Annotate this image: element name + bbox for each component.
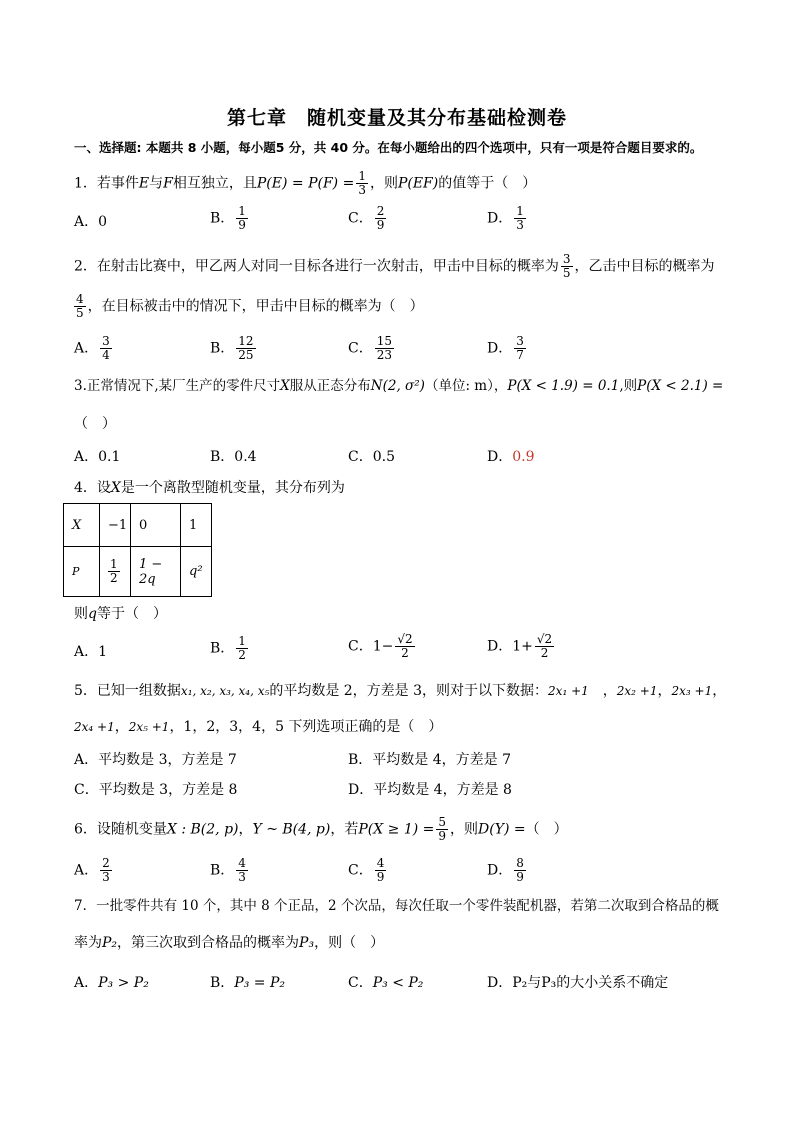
section-heading: 一、选择题: 本题共 8 小题，每小题5 分，共 40 分。在每小题给出的四个选项中，只有一项是符合题目要求的。 bbox=[74, 140, 703, 155]
q1-option-a: A．0 bbox=[74, 214, 108, 230]
question-3-line-2: （ ） bbox=[74, 416, 116, 432]
q7-option-d: D．P₂与P₃的大小关系不确定 bbox=[487, 975, 669, 991]
q1-text: 的值等于（ ） bbox=[438, 175, 537, 192]
q2-option-c: C． $\frac{15}{23}$ bbox=[348, 334, 392, 362]
q4-option-d: D．1+ $\frac{√2}{2}$ bbox=[487, 632, 553, 660]
q1-text: 相互独立，且 bbox=[172, 175, 257, 192]
q7-option-c: C．P₃ < P₂ bbox=[348, 975, 424, 991]
q1-var-f: F bbox=[163, 175, 173, 192]
q3-option-d: D．0.9 bbox=[487, 449, 535, 465]
question-7-line-2: 率为P₂，第三次取到合格品的概率为P₃，则（ ） bbox=[74, 935, 385, 951]
q1-text: 1．若事件 bbox=[74, 175, 139, 192]
q3-normal-dist: N(2, σ²) bbox=[370, 378, 425, 394]
q1-expr: P(EF) bbox=[397, 175, 439, 192]
q1-text: 与 bbox=[149, 175, 164, 192]
table-row: P $\frac{1}{2}$ 1 − 2q q² bbox=[64, 547, 212, 597]
table-row: X −1 0 1 bbox=[64, 504, 212, 547]
question-2: 2．在射击比赛中，甲乙两人对同一目标各进行一次射击，甲击中目标的概率为 $\frac{3}{5}$ ，乙击中目标的概率为 bbox=[74, 252, 715, 280]
q1-fraction: $\frac{1}{3}$ bbox=[358, 169, 366, 197]
q1-var-e: E bbox=[138, 175, 150, 192]
q6-option-c: C． $\frac{4}{9}$ bbox=[348, 856, 385, 884]
question-6: 6．设随机变量X : B(2, p)，Y ~ B(4, p)，若P(X ≥ 1) = $\frac{5}{9}$ ，则D(Y) =（ ） bbox=[74, 815, 568, 843]
q1-text: ，则 bbox=[369, 175, 398, 192]
q4-option-b: B． $\frac{1}{2}$ bbox=[210, 634, 246, 662]
question-3: 3.正常情况下,某厂生产的零件尺寸X服从正态分布N(2, σ²)（单位: m），P(X < 1.9) = 0.1,则P(X < 2.1) = bbox=[74, 378, 724, 394]
q2-option-d: D． $\frac{3}{7}$ bbox=[487, 334, 524, 362]
q5-option-d: D．平均数是 4，方差是 8 bbox=[348, 782, 512, 798]
q6-option-d: D． $\frac{8}{9}$ bbox=[487, 856, 524, 884]
page-title: 第七章 随机变量及其分布基础检测卷 bbox=[226, 107, 567, 129]
q3-option-c: C．0.5 bbox=[348, 449, 395, 465]
q1-option-b: B． $\frac{1}{9}$ bbox=[210, 204, 246, 232]
q5-option-b: B．平均数是 4，方差是 7 bbox=[348, 752, 512, 768]
q2-fraction-a: $\frac{3}{5}$ bbox=[562, 252, 571, 280]
question-2-line-2: $\frac{4}{5}$ ，在目标被击中的情况下，甲击中目标的概率为（ ） bbox=[76, 292, 424, 320]
question-4: 4．设X是一个离散型随机变量，其分布列为 bbox=[74, 480, 345, 496]
q3-option-b: B．0.4 bbox=[210, 449, 257, 465]
question-5: 5．已知一组数据x₁, x₂, x₃, x₄, x₅的平均数是 2，方差是 3，则对于以下数据：2x₁ +1 ，2x₂ +1，2x₃ +1， bbox=[74, 683, 727, 699]
q1-option-d: D． $\frac{1}{3}$ bbox=[487, 204, 524, 232]
question-4-line-2: 则q等于（ ） bbox=[74, 606, 167, 622]
q5-option-c: C．平均数是 3，方差是 8 bbox=[74, 782, 238, 798]
question-7: 7．一批零件共有 10 个，其中 8 个正品，2 个次品，每次任取一个零件装配机器，若第二次取到合格品的概 bbox=[74, 898, 719, 914]
q5-option-a: A．平均数是 3，方差是 7 bbox=[74, 752, 237, 768]
q7-option-b: B．P₃ = P₂ bbox=[210, 975, 285, 991]
q7-option-a: A．P₃ > P₂ bbox=[74, 975, 149, 991]
q4-option-c: C．1− $\frac{√2}{2}$ bbox=[348, 632, 413, 660]
q2-option-b: B． $\frac{12}{25}$ bbox=[210, 334, 254, 362]
q1-option-c: C． $\frac{2}{9}$ bbox=[348, 204, 385, 232]
question-5-line-2: 2x₄ +1，2x₅ +1，1，2，3，4，5 下列选项正确的是（ ） bbox=[74, 719, 443, 735]
q6-option-b: B． $\frac{4}{3}$ bbox=[210, 856, 246, 884]
question-1 bbox=[74, 170, 536, 197]
q1-expr: P(E) = P(F) = bbox=[256, 175, 355, 192]
q6-option-a: A． $\frac{2}{3}$ bbox=[74, 856, 110, 884]
q4-option-a: A．1 bbox=[74, 644, 108, 660]
q3-option-a: A．0.1 bbox=[74, 449, 121, 465]
q2-fraction-b: $\frac{4}{5}$ bbox=[76, 292, 84, 320]
distribution-table bbox=[63, 503, 212, 597]
q2-option-a: A． $\frac{3}{4}$ bbox=[74, 334, 110, 362]
